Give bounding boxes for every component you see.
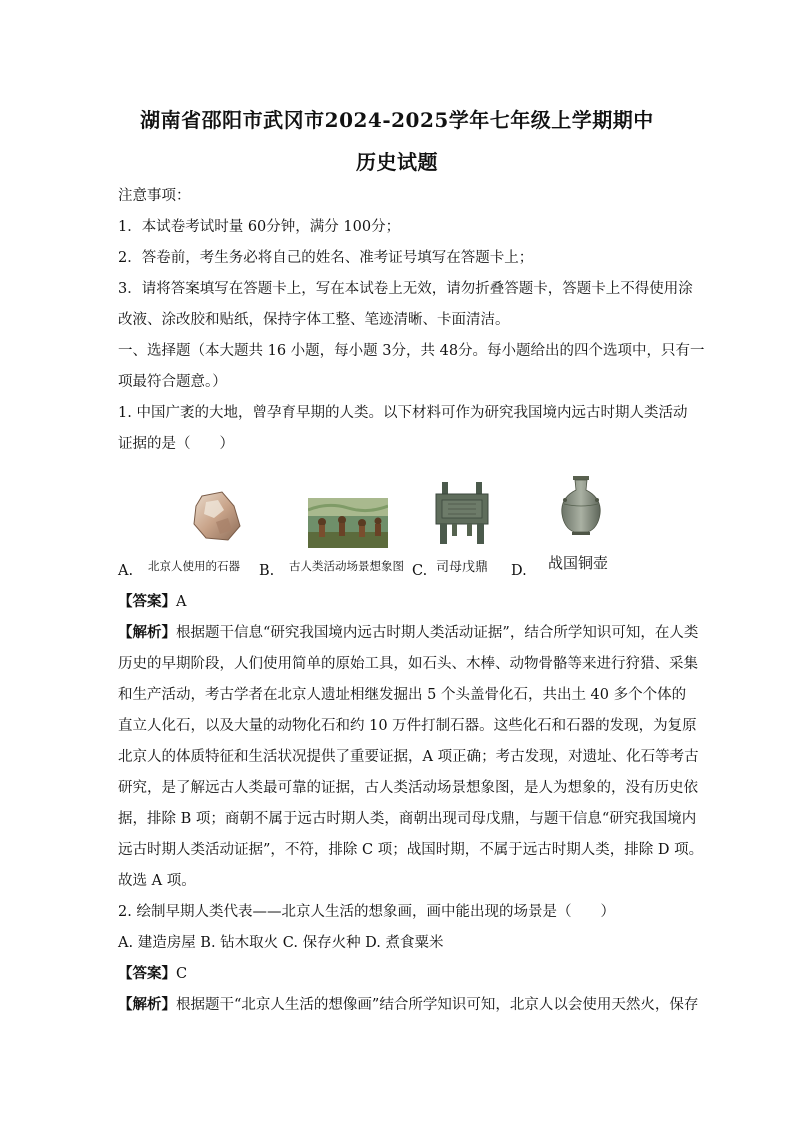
notice-item: 3．请将答案填写在答题卡上，写在本试卷上无效，请勿折叠答题卡，答题卡上不得使用涂 [118,281,693,297]
option-c-letter: C. [412,563,428,579]
option-a-caption: 北京人使用的石器 [148,559,240,573]
analysis-text: 根据题干信息“研究我国境内远古时期人类活动证据”，结合所学知识可知，在人类 [176,625,699,641]
analysis-text: 故选 A 项。 [118,873,196,889]
answer-value: C [176,966,188,982]
analysis-text: 北京人的体质特征和生活状况提供了重要证据，A 项正确；考古发现，对遗址、化石等考古 [118,749,699,765]
notice-heading: 注意事项： [118,188,191,204]
answer-value: A [176,594,187,610]
analysis-label: 【解析】 [118,624,176,641]
stone-tool-image [188,488,244,544]
option-b-caption: 古人类活动场景想象图 [289,559,404,573]
answer-label: 【答案】 [118,965,176,982]
section-heading: 一、选择题（本大题共 16 小题，每小题 3分，共 48分。每小题给出的四个选项中，只有一 [118,343,705,359]
question-2-stem: 2. 绘制早期人类代表——北京人生活的想象画，画中能出现的场景是（ ） [118,904,615,920]
question-1-options [118,470,688,585]
question-1-stem-cont: 证据的是（ ） [118,436,234,452]
question-2-answer [118,964,688,984]
ancient-scene-image [308,498,388,548]
exam-title: 湖南省邵阳市武冈市2024-2025学年七年级上学期期中 [140,108,654,132]
exam-subject-title: 历史试题 [356,150,438,174]
answer-label: 【答案】 [118,593,176,610]
question-2-analysis [118,995,699,1015]
notice-item: 1．本试卷考试时量 60分钟，满分 100分； [118,219,401,235]
analysis-text: 直立人化石，以及大量的动物化石和约 10 万件打制石器。这些化石和石器的发现，为复原 [118,718,697,734]
bronze-ding-image [432,480,492,548]
question-1-stem: 1. 中国广袤的大地，曾孕育早期的人类。以下材料可作为研究我国境内远古时期人类活动 [118,405,688,421]
option-a-letter: A. [118,563,134,579]
analysis-text: 和生产活动，考古学者在北京人遗址相继发掘出 5 个头盖骨化石，共出土 40 多个个体的 [118,687,687,703]
notice-item: 改液、涂改胶和贴纸，保持字体工整、笔迹清晰、卡面清洁。 [118,312,510,328]
bronze-pot-image [556,474,606,536]
question-1-analysis [118,623,699,643]
analysis-text: 研究，是了解远古人类最可靠的证据，古人类活动场景想象图，是人为想象的，没有历史依 [118,780,698,796]
analysis-text: 根据题干“北京人生活的想像画”结合所学知识可知，北京人以会使用天然火，保存 [176,997,699,1013]
notice-item: 2．答卷前，考生务必将自己的姓名、准考证号填写在答题卡上； [118,250,534,266]
analysis-text: 据，排除 B 项；商朝不属于远古时期人类，商朝出现司母戊鼎，与题干信息“研究我国境内 [118,811,697,827]
analysis-text: 远古时期人类活动证据”，不符，排除 C 项；战国时期，不属于远古时期人类，排除 D 项。 [118,842,704,858]
option-d-letter: D. [511,563,527,579]
option-c-caption: 司母戊鼎 [436,560,489,575]
section-heading-cont: 项最符合题意。） [118,374,227,390]
question-1-answer [118,592,688,612]
analysis-label: 【解析】 [118,996,176,1013]
option-b-letter: B. [259,563,275,579]
option-d-caption: 战国铜壶 [548,554,609,572]
question-2-options: A. 建造房屋 B. 钻木取火 C. 保存火种 D. 煮食粟米 [118,935,444,951]
analysis-text: 历史的早期阶段，人们使用简单的原始工具，如石头、木棒、动物骨骼等来进行狩猎、采集 [118,656,698,672]
